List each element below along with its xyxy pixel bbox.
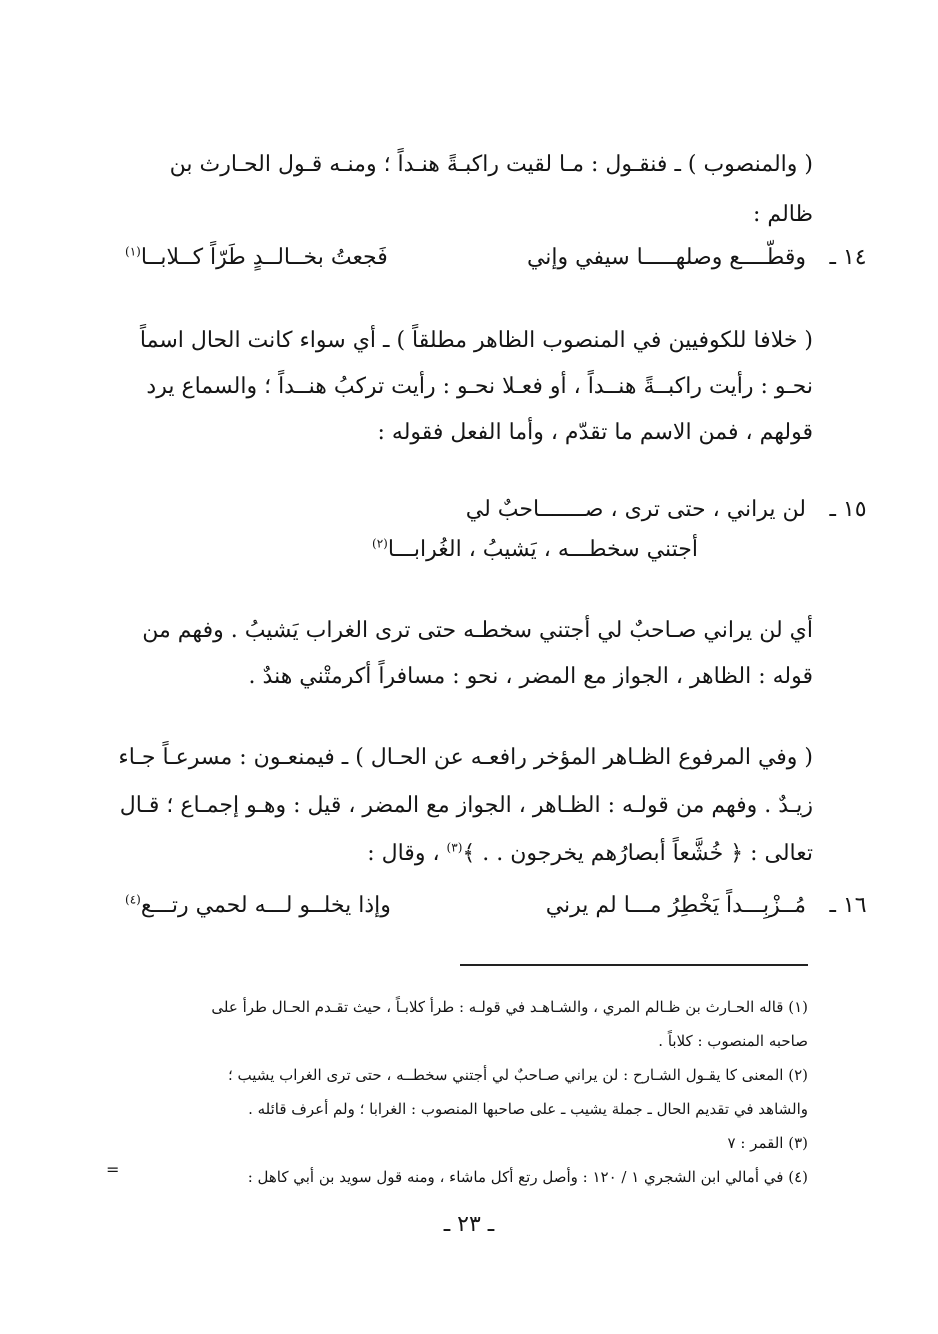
- paragraph-3-line-2: قوله : الظاهر ، الجواز مع المضر ، نحو : مسافراً أكرمتْني هندٌ .: [248, 664, 813, 689]
- hemistich-text: فَجعتُ بخــالــدٍ طَرّاً كــلابــا: [140, 245, 388, 270]
- verse-hemistich-1: مُــزْبِـــداً يَخْطِرُ مـــا لم يرني: [545, 893, 806, 918]
- footnote-separator: [460, 964, 808, 966]
- footnote-marker: (٢): [372, 536, 388, 551]
- paragraph-1: [125, 140, 813, 240]
- verse-15: [125, 497, 878, 577]
- paragraph-3-line-1: أي لن يراني صـاحبٌ لي أجتني سخطـه حتى ترى الغراب يَشيبُ . وفهم من: [142, 618, 813, 643]
- footnote-marker: (٣): [446, 840, 463, 855]
- paragraph-3: [125, 608, 813, 700]
- quran-quote: تعالى : ﴿ خُشَّعاً أبصارُهم يخرجون . . ﴾: [462, 841, 813, 866]
- footnote-1-line-1: (١) قاله الحـارث بن ظـالم المري ، والشـاهـد في قولـه : طرأ كلابـاً ، حيث تقـدم الحـال طرأ على: [211, 998, 808, 1016]
- hemistich-text: أجتني سخطـــه ، يَشيبُ ، الغُرابـــا: [387, 537, 698, 562]
- verse-16: [125, 893, 878, 933]
- footnote-1-line-2: صاحبه المنصوب : كلاباً .: [658, 1032, 808, 1050]
- footnote-4: (٤) في أمالي ابن الشجري ١ / ١٢٠ : وأصل رتع أكل ماشاء ، ومنه قول سويد بن أبي كاهل :: [247, 1168, 808, 1186]
- verse-hemistich-2: [125, 893, 391, 918]
- verse-hemistich-2: [372, 537, 698, 562]
- verse-hemistich-1: وقطّــــع وصلهـــــا سيفي وإني: [526, 245, 806, 270]
- paragraph-4-line-1: ( وفي المرفوع الظـاهر المؤخر رافعـه عن الحـال ) ـ فيمنعـون : مسرعـاً جـاء: [118, 745, 813, 770]
- footnote-3: (٣) القمر : ٧: [727, 1134, 808, 1152]
- paragraph-2-line-3: قولهم ، فمن الاسم ما تقدّم ، وأما الفعل فقوله :: [377, 420, 813, 445]
- hemistich-text: وإذا يخلــو لـــه لحمي رتـــع: [140, 893, 391, 918]
- verse-number: ١٥ ـ: [829, 497, 867, 522]
- paragraph-4-line-3-tail: ، وقال :: [367, 841, 447, 866]
- paragraph-2: [125, 318, 813, 456]
- footnote-2-line-1: (٢) المعنى كا يقـول الشـارح : لن يراني صـاحبٌ لي أجتني سخطــه ، حتى ترى الغراب يشيب ؛: [228, 1066, 808, 1084]
- paragraph-4-line-2: زيـدٌ . وفهم من قولـه : الظـاهر ، الجواز مع المضر ، قيل : وهـو إجمـاع ؛ قـال: [119, 793, 813, 818]
- footnote-marker: (٤): [125, 892, 141, 907]
- paragraph-4: [118, 734, 813, 878]
- continuation-mark: =: [106, 1160, 120, 1179]
- paragraph-2-line-1: ( خلافا للكوفيين في المنصوب الظاهر مطلقاً ) ـ أي سواء كانت الحال اسماً: [139, 328, 813, 353]
- paragraph-2-line-2: نحـو : رأيت راكبــةً هنــداً ، أو فعـلا نحـو : رأيت تركبُ هنــداً ؛ والسماع يرد: [146, 374, 813, 399]
- paragraph-4-line-3: [125, 830, 813, 878]
- verse-hemistich-2: [125, 245, 388, 270]
- verse-number: ١٦ ـ: [829, 893, 867, 918]
- footnote-marker: (١): [125, 244, 141, 259]
- paragraph-1-line-1: ( والمنصوب ) ـ فنقـول : مـا لقيت راكبـةً هنـداً ؛ ومنـه قـول الحـارث بن: [169, 152, 813, 177]
- footnotes: [106, 990, 808, 1194]
- paragraph-1-line-2: ظالم :: [753, 202, 813, 227]
- footnote-2-line-2: والشاهد في تقديم الحال ـ جملة يشيب ـ على صاحبها المنصوب : الغرابا ؛ ولم أعرف قائله .: [248, 1100, 808, 1118]
- page-number: ـ ٢٣ ـ: [443, 1212, 495, 1237]
- verse-14: [125, 245, 878, 285]
- verse-hemistich-1: لن يراني ، حتى ترى ، صـــــــاحبٌ لي: [465, 497, 806, 522]
- verse-number: ١٤ ـ: [829, 245, 867, 270]
